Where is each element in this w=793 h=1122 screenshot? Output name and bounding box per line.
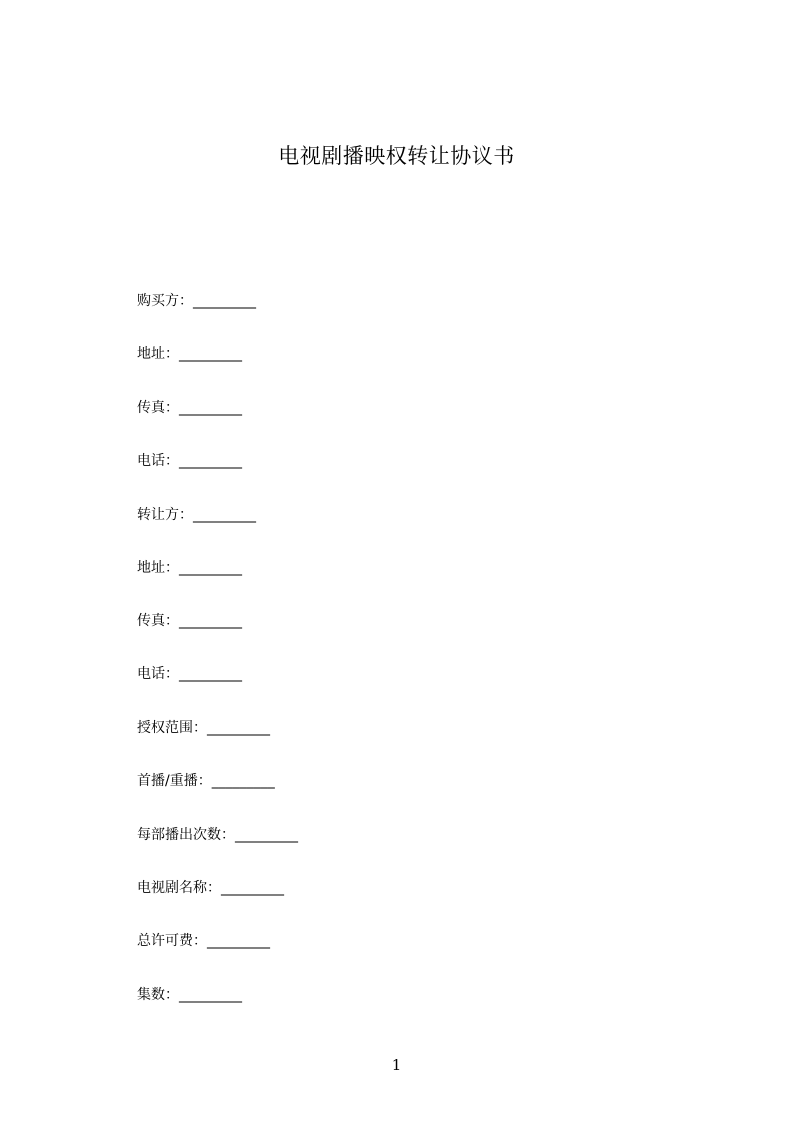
field-blank: _________ <box>193 293 256 309</box>
field-blank: _________ <box>179 560 242 576</box>
field-label: 首播/重播： <box>137 773 212 789</box>
field-blank: _________ <box>179 453 242 469</box>
field-blank: _________ <box>221 880 284 896</box>
field-label: 电视剧名称： <box>137 880 221 896</box>
field-label: 集数： <box>137 987 179 1003</box>
field-seller <box>137 505 256 525</box>
field-blank: _________ <box>207 933 270 949</box>
field-blank: _________ <box>211 773 275 789</box>
field-buyer <box>137 291 256 311</box>
field-buyer-address <box>137 344 242 364</box>
field-label: 购买方： <box>137 293 193 309</box>
field-blank: _________ <box>179 987 242 1003</box>
field-seller-phone <box>137 664 242 684</box>
field-license-scope <box>137 718 270 738</box>
field-label: 转让方： <box>137 507 193 523</box>
field-label: 地址： <box>137 560 179 576</box>
field-blank: _________ <box>235 827 298 843</box>
document-title: 电视剧播映权转让协议书 <box>278 144 515 168</box>
field-blank: _________ <box>179 666 242 682</box>
field-episode-count <box>137 985 242 1005</box>
field-blank: _________ <box>179 400 242 416</box>
field-broadcasts-per-series <box>137 825 298 845</box>
field-series-name <box>137 878 284 898</box>
field-blank: _________ <box>179 346 242 362</box>
field-buyer-phone <box>137 451 242 471</box>
field-label: 每部播出次数： <box>137 827 235 843</box>
field-label: 传真： <box>137 400 179 416</box>
field-label: 传真： <box>137 613 179 629</box>
field-seller-fax <box>137 611 242 631</box>
field-blank: _________ <box>179 613 242 629</box>
field-label: 总许可费： <box>137 933 207 949</box>
field-seller-address <box>137 558 242 578</box>
field-premiere-rerun <box>137 771 275 791</box>
field-label: 地址： <box>137 346 179 362</box>
field-total-license-fee <box>137 931 270 951</box>
field-label: 电话： <box>137 666 179 682</box>
field-label: 电话： <box>137 453 179 469</box>
field-buyer-fax <box>137 398 242 418</box>
field-blank: _________ <box>193 507 256 523</box>
page-number: 1 <box>391 1056 402 1074</box>
field-label: 授权范围： <box>137 720 207 736</box>
field-blank: _________ <box>207 720 270 736</box>
